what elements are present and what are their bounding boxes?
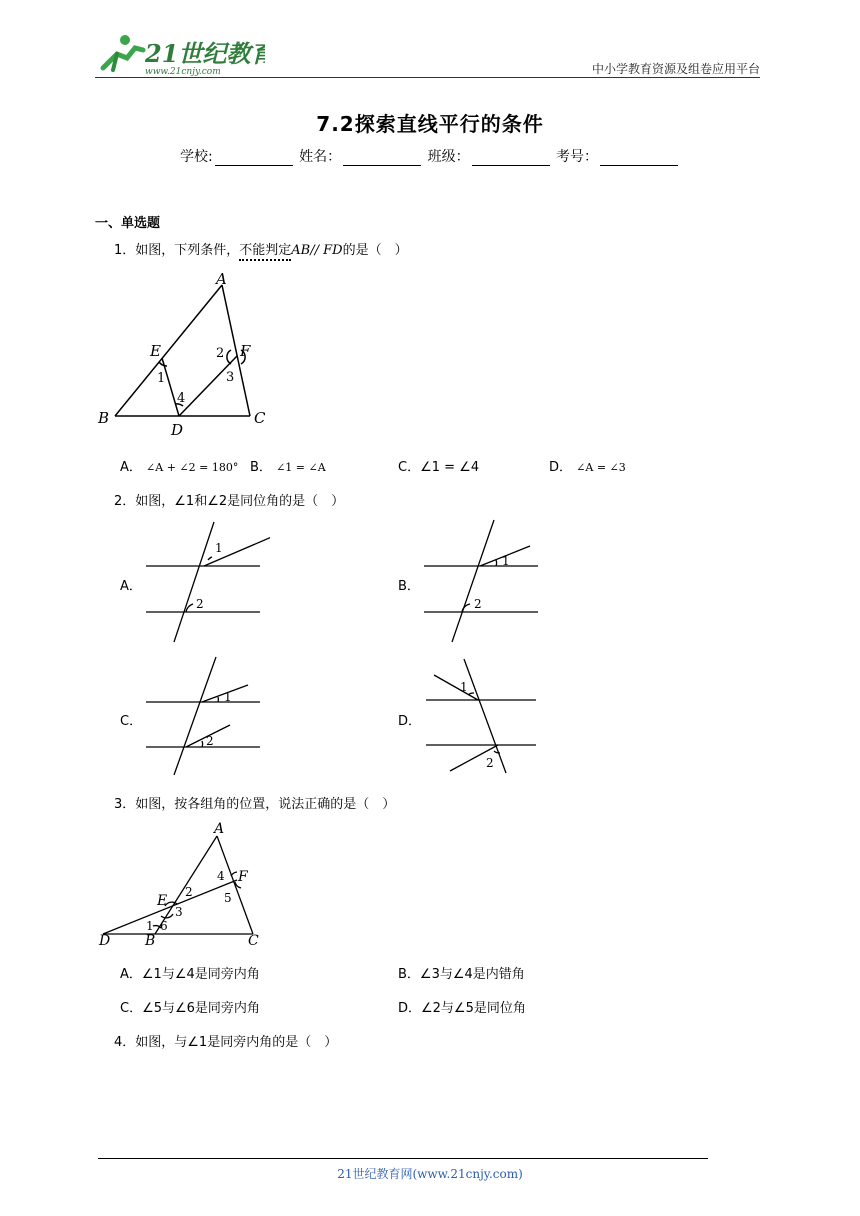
q1-label-F: F [240, 342, 251, 360]
q3-option-c[interactable]: C．∠5与∠6是同旁内角 [120, 1001, 260, 1016]
q3-option-b[interactable]: B．∠3与∠4是内错角 [398, 967, 525, 982]
class-blank[interactable] [472, 151, 550, 166]
q2b-angle-1: 1 [502, 554, 510, 568]
question-1 [114, 239, 408, 258]
q2b-angle-2: 2 [474, 597, 482, 611]
q2-figure-a [140, 520, 270, 645]
q2-option-a[interactable]: A． [120, 579, 142, 594]
exam-no-label: 考号： [556, 149, 599, 165]
q3-label-A: A [214, 821, 225, 837]
q1-label-C: C [254, 409, 266, 427]
question-4: 4．如图，与∠1是同旁内角的是（ ） [114, 1035, 338, 1050]
class-label: 班级： [427, 149, 470, 165]
q1-label-B: B [98, 409, 110, 427]
q3-label-D: D [99, 933, 111, 949]
q1-option-b[interactable]: B． ∠1 = ∠A [250, 460, 326, 475]
q2c-angle-1: 1 [224, 690, 232, 704]
footer-text[interactable]: 21世纪教育网(www.21cnjy.com) [337, 1167, 523, 1181]
q2-figure-d [420, 655, 550, 780]
q1-option-d[interactable]: D． ∠A = ∠3 [549, 460, 626, 475]
name-label: 姓名： [299, 149, 342, 165]
exam-no-blank[interactable] [600, 151, 678, 166]
q1-angle-1: 1 [157, 371, 166, 386]
logo-url: www.21cnjy.com [145, 67, 221, 76]
logo-text: 21世纪教育 [145, 39, 265, 68]
q1-angle-3: 3 [226, 370, 235, 385]
q1-emphasis: 不能判定 [239, 243, 291, 261]
q2a-angle-1: 1 [215, 541, 223, 555]
q2a-angle-2: 2 [196, 597, 204, 611]
section-heading: 一、单选题 [95, 216, 161, 231]
runner-icon [103, 35, 143, 70]
q3-figure [95, 818, 275, 953]
q3-angle-2: 2 [185, 885, 193, 899]
q1-angle-2: 2 [216, 346, 225, 361]
q2-option-d[interactable]: D． [398, 714, 422, 729]
footer-divider [98, 1158, 708, 1159]
q2c-angle-2: 2 [206, 734, 214, 748]
q3-option-d[interactable]: D．∠2与∠5是同位角 [398, 1001, 526, 1016]
q1-suffix: 的是（ ） [342, 243, 408, 258]
q3-angle-6: 6 [160, 919, 168, 933]
question-2: 2．如图，∠1和∠2是同位角的是（ ） [114, 494, 345, 509]
q2d-angle-1: 1 [460, 680, 468, 694]
q3-angle-3: 3 [175, 905, 183, 919]
q2d-angle-2: 2 [486, 756, 494, 770]
q2-option-b[interactable]: B． [398, 579, 420, 594]
q2-figure-b [418, 518, 548, 643]
q1-option-c[interactable]: C．∠1 = ∠4 [398, 460, 480, 475]
name-blank[interactable] [343, 151, 421, 166]
q1-label-D: D [171, 421, 184, 439]
q1-label-A: A [216, 270, 227, 288]
school-blank[interactable] [215, 151, 293, 166]
q1-figure [95, 270, 285, 440]
q2-figure-c [140, 655, 270, 780]
school-label: 学校: [179, 149, 213, 165]
q3-label-B: B [145, 933, 156, 949]
q1-angle-4: 4 [177, 391, 186, 406]
header-divider [95, 77, 760, 78]
q3-angle-1: 1 [146, 919, 154, 933]
q3-angle-5: 5 [224, 891, 232, 905]
q3-angle-4: 4 [217, 869, 225, 883]
q1-option-a[interactable]: A． ∠A + ∠2 = 180° [120, 460, 239, 475]
q3-label-E: E [157, 893, 168, 909]
q3-label-C: C [248, 933, 259, 949]
q3-option-a[interactable]: A．∠1与∠4是同旁内角 [120, 967, 260, 982]
q1-math: AB// FD [291, 243, 343, 258]
platform-name: 中小学教育资源及组卷应用平台 [591, 62, 760, 76]
site-logo [95, 30, 265, 76]
q2-option-c[interactable]: C． [120, 714, 143, 729]
q1-prefix: 1．如图，下列条件， [114, 243, 240, 258]
student-info-line [0, 146, 860, 166]
q1-label-E: E [150, 342, 161, 360]
question-3: 3．如图，按各组角的位置，说法正确的是（ ） [114, 797, 396, 812]
page-title: 7.2探索直线平行的条件 [316, 112, 544, 136]
q3-label-F: F [238, 869, 248, 885]
